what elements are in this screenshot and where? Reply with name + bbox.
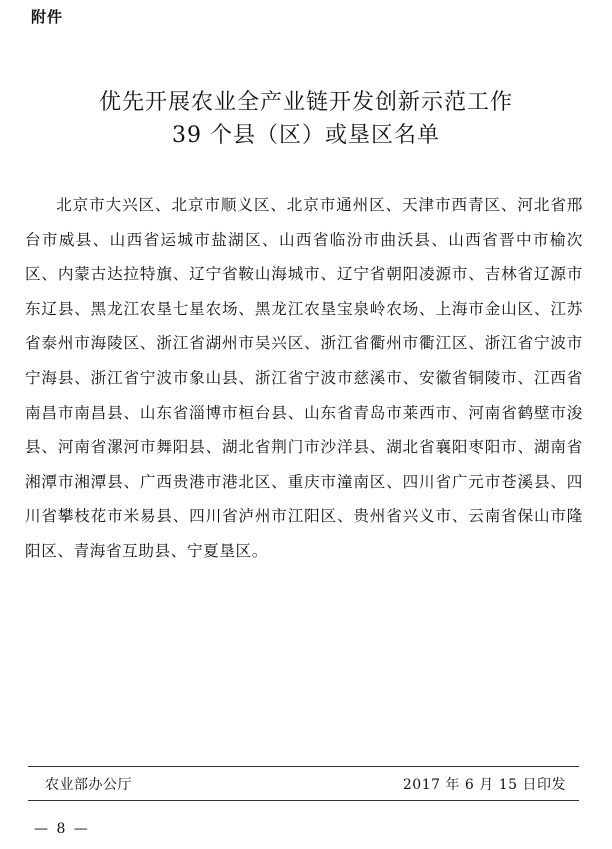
footer-bottom-rule [28, 800, 579, 801]
document-title-line-2: 39 个县（区）或垦区名单 [172, 123, 440, 148]
footer-top-rule [28, 766, 579, 767]
page-number: — 8 — [34, 821, 90, 837]
document-title-line-1: 优先开展农业全产业链开发创新示范工作 [98, 90, 513, 115]
issue-date: 2017 年 6 月 15 日印发 [402, 777, 566, 793]
county-list-paragraph: 北京市大兴区、北京市顺义区、北京市通州区、天津市西青区、河北省邢台市威县、山西省运城市盐湖区、山西省临汾市曲沃县、山西省晋中市榆次区、内蒙古达拉特旗、辽宁省鞍山海城市、辽宁省朝阳凌源市、吉林省辽源市东辽县、黑龙江农垦七星农场、黑龙江农垦宝泉岭农场、上海市金山区、江苏省泰州市海陵区、浙江省湖州市吴兴区、浙江省衢州市衢江区、浙江省宁波市宁海县、浙江省宁波市象山县、浙江省宁波市慈溪市、安徽省铜陵市、江西省南昌市南昌县、山东省淄博市桓台县、山东省青岛市莱西市、河南省鹤壁市浚县、河南省漯河市舞阳县、湖北省荆门市沙洋县、湖北省襄阳枣阳市、湖南省湘潭市湘潭县、广西贵港市港北区、重庆市潼南区、四川省广元市苍溪县、四川省攀枝花市米易县、四川省泸州市江阳区、贵州省兴义市、云南省保山市隆阳区、青海省互助县、宁夏垦区。 [25, 196, 583, 560]
issuing-office: 农业部办公厅 [45, 777, 132, 793]
attachment-label: 附件 [31, 8, 64, 26]
